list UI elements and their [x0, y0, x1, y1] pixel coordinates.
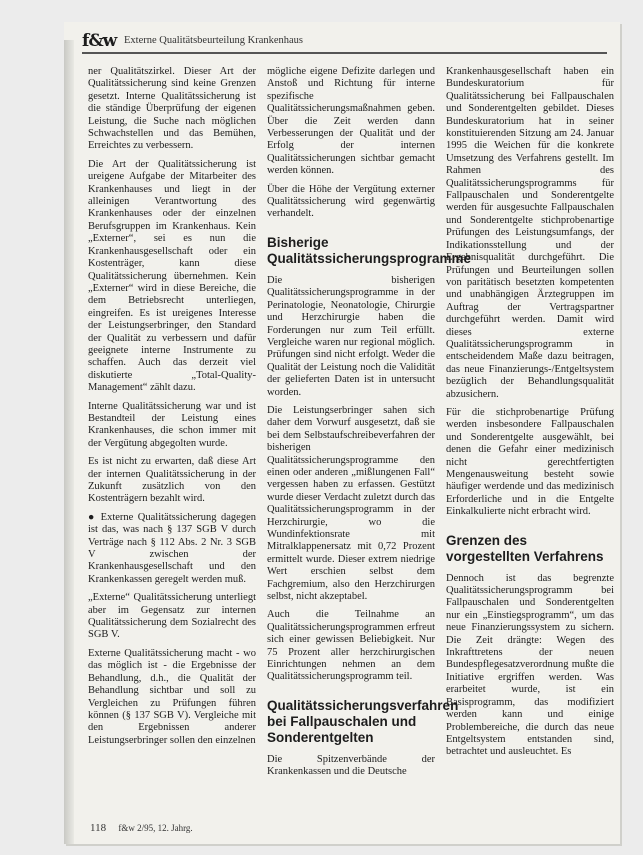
- section-heading: Qualitätssicherungsverfahren bei Fallpauschalen und Sonderentgelten: [267, 697, 459, 745]
- paragraph: Es ist nicht zu erwarten, daß diese Art der internen Qualitätssicherung in der Zukunft zusätzlich von den Kostenträgern bezahlt wird.: [88, 456, 256, 505]
- paragraph: Über die Höhe der Vergütung externer Qualitätssicherung wird gegenwärtig verhandelt.: [267, 183, 435, 220]
- journal-logo: f&w: [82, 31, 117, 51]
- paragraph: Die Leistungserbringer sahen sich daher dem Vorwurf ausgesetzt, daß sie bei dem Selbstaufschreibeverfahren der bisherigen Qualitätssicherungsprogramme den einen oder anderen „mißlungenen Fall“ vergessen haben zu erfassen. Gestützt wurde dieser Verdacht zuletzt durch das Qualitätssicherungsprogramm in der Herzchirurgie, wo die Wundinfektionsrate mit Mitralklappenersatz mit 0,72 Prozent ermittelt wurde. Dieser extrem niedrige Wert erschien selbst dem Fachgremium, also den Herzchirurgen selbst, nicht akzeptabel.: [267, 404, 435, 603]
- paragraph: „Externe“ Qualitätssicherung unterliegt aber im Gegensatz zur internen Qualitätssicherung dem Sozialrecht des SGB V.: [88, 592, 256, 641]
- section-heading: Grenzen des vorgestellten Verfahrens: [446, 532, 604, 564]
- page-header: [82, 30, 607, 54]
- paragraph: Dennoch ist das begrenzte Qualitätssicherungsprogramm bei Fallpauschalen und Sonderentgelten nur ein „Einstiegsprogramm“, um das neue Finanzierungssystem zu sichern. Die Zeit drängte: Wegen des Inkrafttretens der neuen Bundespflegesatzverordnung mußte die Initiative ergriffen werden. Was erarbeitet wurde, ist ein Basisprogramm, das modifiziert werden kann und einige Problembereiche, die durch das neue Entgeltsystem entstanden sind, betrachtet und ausleuchtet. Es: [446, 572, 614, 758]
- page-footer: [90, 822, 193, 834]
- paragraph: Für die stichprobenartige Prüfung werden insbesondere Fallpauschalen und Sonderentgelte ausgewählt, bei denen die Gefahr einer medizinisch nicht gerechtfertigten Mengenausweitung besteht sowie häufiger werdende und das medizinisch Erforderliche und in die Entgelte Einkalkulierte nicht erbracht wird.: [446, 406, 614, 518]
- section-heading: Bisherige Qualitätssicherungsprogramme: [267, 234, 472, 266]
- page-edge-shadow: [64, 40, 74, 844]
- paragraph: mögliche eigene Defizite darlegen und Anstoß und Richtung für interne spezifische Qualitätssicherungsmaßnahmen geben. Über die Zeit werden dann Verbesserungen der Qualität und der Erfolg der internen Qualitätssicherungen sichtbar gemacht werden können.: [267, 66, 435, 177]
- paragraph: ner Qualitätszirkel. Dieser Art der Qualitätssicherung sind keine Grenzen gesetzt. Interne Qualitätssicherung ist die ständige Überprüfung der eigenen Leistung, die Suche nach möglichen Schwachstellen und das Bemühen, Erreichtes zu verbessern.: [88, 66, 256, 152]
- paragraph: Externe Qualitätssicherung macht - wo das möglich ist - die Ergebnisse der Behandlung, d.h., die Qualität der Behandlung sichtbar und soll zu Vergleichen zu Prüfungen führen können (§ 137 SGB V). Vergleiche mit den Ergebnissen anderer Leistungserbringer sollen den einzelnen: [88, 647, 256, 746]
- paragraph: Auch die Teilnahme an Qualitätssicherungsprogrammen erfreut sich einer gewissen Beliebigkeit. Nur 75 Prozent aller herzchirurgischen Einrichtungen nehmen an dem Qualitätssicherungsprogramm teil.: [267, 609, 435, 683]
- column-1: [88, 66, 256, 753]
- paragraph: Die Art der Qualitätssicherung ist ureigene Aufgabe der Mitarbeiter des Krankenhauses und liegt in der alleinigen Verantwortung des Krankenhauses oder der einzelnen Berufsgruppen im Krankenhaus. Kein „Externer“, sei es nun die Krankenhausgesellschaft oder ein Kostenträger, kann diese Qualitätssicherung übernehmen. Kein „Externer“ wird in diese Bereiche, die dem Betriebsrecht unterliegen, eingreifen. Es ist ureigenes Interesse der Leistungserbringer, den Standard der Qualität zu verbessern und dafür geeignete interne Instrumente zu schaffen. Auch das derzeit viel diskutierte „Total-Quality-Management“ zählt dazu.: [88, 158, 256, 394]
- document-page: [64, 22, 620, 844]
- paragraph: Die bisherigen Qualitätssicherungsprogramme in der Perinatologie, Neonatologie, Chirurgie und Herzchirurgie haben die Forderungen nur zum Teil erfüllt. Vergleiche waren nur regional möglich. Prüfungen sind nicht erfolgt. Weder die Qualität der Leistung noch die Validität der gelieferten Daten ist in untersucht worden.: [267, 274, 435, 398]
- paragraph: ● Externe Qualitätssicherung dagegen ist das, was nach § 137 SGB V durch Verträge nach § 112 Abs. 2 Nr. 3 SGB V zwischen der Krankenhausgesellschaft und den Krankenkassen geregelt werden muß.: [88, 511, 256, 585]
- issue-info: f&w 2/95, 12. Jahrg.: [118, 823, 193, 833]
- column-2: [267, 66, 472, 785]
- page-number: 118: [90, 822, 107, 834]
- section-title: Externe Qualitätsbeurteilung Krankenhaus: [124, 35, 304, 46]
- paragraph: Die Spitzenverbände der Krankenkassen und die Deutsche: [267, 753, 435, 778]
- paragraph: Interne Qualitätssicherung war und ist Bestandteil der Leistung eines Krankenhauses, die schon immer mit der Vergütung abgegolten wurde.: [88, 400, 256, 449]
- column-3: [446, 66, 614, 765]
- paragraph: Krankenhausgesellschaft haben ein Bundeskuratorium für Qualitätssicherung bei Fallpauschalen und Sonderentgelten gebildet. Dieses Bundeskuratorium hat in seiner konstituierenden Sitzung am 24. Januar 1995 die Weichen für die konkrete Umsetzung des Verfahrens gestellt. Im Rahmen des Qualitätssicherungsprogramms für Fallpauschalen und Sonderentgelte werden für ausgesuchte Fallpauschalen und Sonderentgelte stichprobenartige Prüfungen des Leistungsumfangs, der Indikationsstellung und der Ergebnisqualität durchgeführt. Die Prüfungen und Beurteilungen sollen von paritätisch besetzten kompetenten und unabhängigen Ärztegruppen im Auftrag der Vertragspartner durchgeführt werden. Damit wird dieses externe Qualitätssicherungsprogramm in entscheidendem Maße dazu beitragen, das neue Finanzierungs-/Entgeltsystem bezüglich der Behandlungsqualität abzusichern.: [446, 66, 614, 400]
